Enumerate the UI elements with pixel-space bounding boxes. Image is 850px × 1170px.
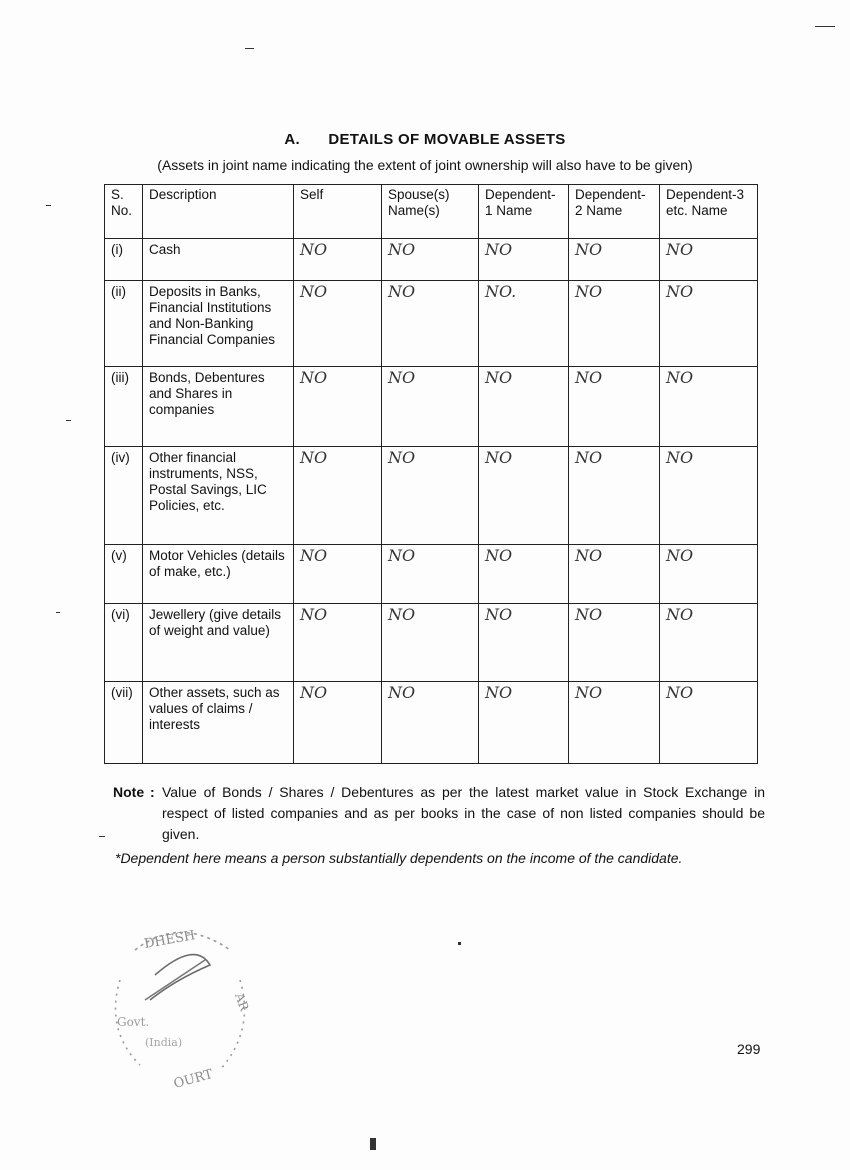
seal-top-text: DHESH bbox=[143, 928, 197, 952]
handwritten-value: NO bbox=[569, 545, 660, 604]
handwritten-value: NO bbox=[479, 545, 569, 604]
row-sno: (vi) bbox=[105, 604, 143, 682]
row-sno: (v) bbox=[105, 545, 143, 604]
table-row bbox=[105, 682, 758, 764]
seal-right-text: AR bbox=[232, 991, 252, 1013]
scan-speck bbox=[66, 420, 71, 421]
header-dependent-1: Dependent-1 Name bbox=[479, 185, 569, 239]
handwritten-value: NO bbox=[479, 604, 569, 682]
section-letter: A. bbox=[284, 131, 300, 148]
row-sno: (ii) bbox=[105, 281, 143, 367]
row-sno: (iv) bbox=[105, 447, 143, 545]
row-description: Cash bbox=[143, 239, 294, 281]
handwritten-value: NO. bbox=[479, 281, 569, 367]
row-description: Other assets, such as values of claims / interests bbox=[143, 682, 294, 764]
official-seal bbox=[95, 920, 265, 1100]
handwritten-value: NO bbox=[569, 239, 660, 281]
handwritten-value: NO bbox=[660, 682, 758, 764]
table-row bbox=[105, 239, 758, 281]
section-title: DETAILS OF MOVABLE ASSETS bbox=[328, 131, 566, 148]
handwritten-value: NO bbox=[660, 239, 758, 281]
row-description: Other financial instruments, NSS, Postal Savings, LIC Policies, etc. bbox=[143, 447, 294, 545]
handwritten-value: NO bbox=[382, 281, 479, 367]
scan-speck bbox=[815, 26, 835, 27]
handwritten-value: NO bbox=[382, 367, 479, 447]
seal-lower-text: (India) bbox=[145, 1036, 183, 1049]
movable-assets-table bbox=[104, 184, 758, 764]
row-sno: (i) bbox=[105, 239, 143, 281]
handwritten-value: NO bbox=[382, 545, 479, 604]
handwritten-value: NO bbox=[382, 682, 479, 764]
handwritten-value: NO bbox=[660, 545, 758, 604]
handwritten-value: NO bbox=[294, 281, 382, 367]
handwritten-value: NO bbox=[479, 682, 569, 764]
header-dependent-3: Dependent-3 etc. Name bbox=[660, 185, 758, 239]
row-description: Bonds, Debentures and Shares in companies bbox=[143, 367, 294, 447]
handwritten-value: NO bbox=[660, 447, 758, 545]
note-colon: : bbox=[150, 784, 155, 800]
handwritten-value: NO bbox=[294, 545, 382, 604]
handwritten-value: NO bbox=[569, 281, 660, 367]
page-number: 299 bbox=[737, 1041, 761, 1057]
section-subtitle: (Assets in joint name indicating the extent of joint ownership will also have to be given) bbox=[157, 157, 693, 173]
note-text: Value of Bonds / Shares / Debentures as per the latest market value in Stock Exchange in respect of listed companies and as per books in the case of non listed companies should be given. bbox=[162, 784, 765, 842]
handwritten-value: NO bbox=[294, 239, 382, 281]
handwritten-value: NO bbox=[569, 447, 660, 545]
handwritten-value: NO bbox=[382, 239, 479, 281]
handwritten-value: NO bbox=[479, 239, 569, 281]
handwritten-value: NO bbox=[479, 447, 569, 545]
table-row bbox=[105, 447, 758, 545]
row-sno: (iii) bbox=[105, 367, 143, 447]
scan-speck bbox=[245, 48, 254, 49]
note-label: Note bbox=[113, 784, 145, 800]
section-heading bbox=[0, 131, 850, 148]
scan-speck bbox=[99, 836, 105, 837]
row-description: Jewellery (give details of weight and value) bbox=[143, 604, 294, 682]
header-sno: S. No. bbox=[105, 185, 143, 239]
header-dependent-2: Dependent-2 Name bbox=[569, 185, 660, 239]
dependent-footnote: *Dependent here means a person substantially dependents on the income of the candidate. bbox=[115, 850, 683, 866]
table-header-row bbox=[105, 185, 758, 239]
table-row bbox=[105, 281, 758, 367]
seal-middle-text: Govt. bbox=[117, 1015, 150, 1029]
handwritten-value: NO bbox=[479, 367, 569, 447]
handwritten-value: NO bbox=[294, 367, 382, 447]
handwritten-value: NO bbox=[294, 682, 382, 764]
table-row bbox=[105, 604, 758, 682]
header-self: Self bbox=[294, 185, 382, 239]
handwritten-value: NO bbox=[660, 367, 758, 447]
row-description: Deposits in Banks, Financial Institutions and Non-Banking Financial Companies bbox=[143, 281, 294, 367]
handwritten-value: NO bbox=[294, 447, 382, 545]
handwritten-value: NO bbox=[382, 447, 479, 545]
row-description: Motor Vehicles (details of make, etc.) bbox=[143, 545, 294, 604]
scan-speck bbox=[458, 942, 461, 945]
row-sno: (vii) bbox=[105, 682, 143, 764]
table-row bbox=[105, 367, 758, 447]
table-row bbox=[105, 545, 758, 604]
handwritten-value: NO bbox=[294, 604, 382, 682]
handwritten-value: NO bbox=[569, 604, 660, 682]
header-description: Description bbox=[143, 185, 294, 239]
handwritten-value: NO bbox=[660, 281, 758, 367]
scan-speck bbox=[370, 1138, 376, 1150]
handwritten-value: NO bbox=[660, 604, 758, 682]
handwritten-value: NO bbox=[569, 367, 660, 447]
handwritten-value: NO bbox=[569, 682, 660, 764]
scan-speck bbox=[56, 612, 60, 613]
header-spouse: Spouse(s) Name(s) bbox=[382, 185, 479, 239]
seal-bottom-text: OURT bbox=[172, 1067, 215, 1092]
scan-speck bbox=[46, 205, 51, 206]
handwritten-value: NO bbox=[382, 604, 479, 682]
